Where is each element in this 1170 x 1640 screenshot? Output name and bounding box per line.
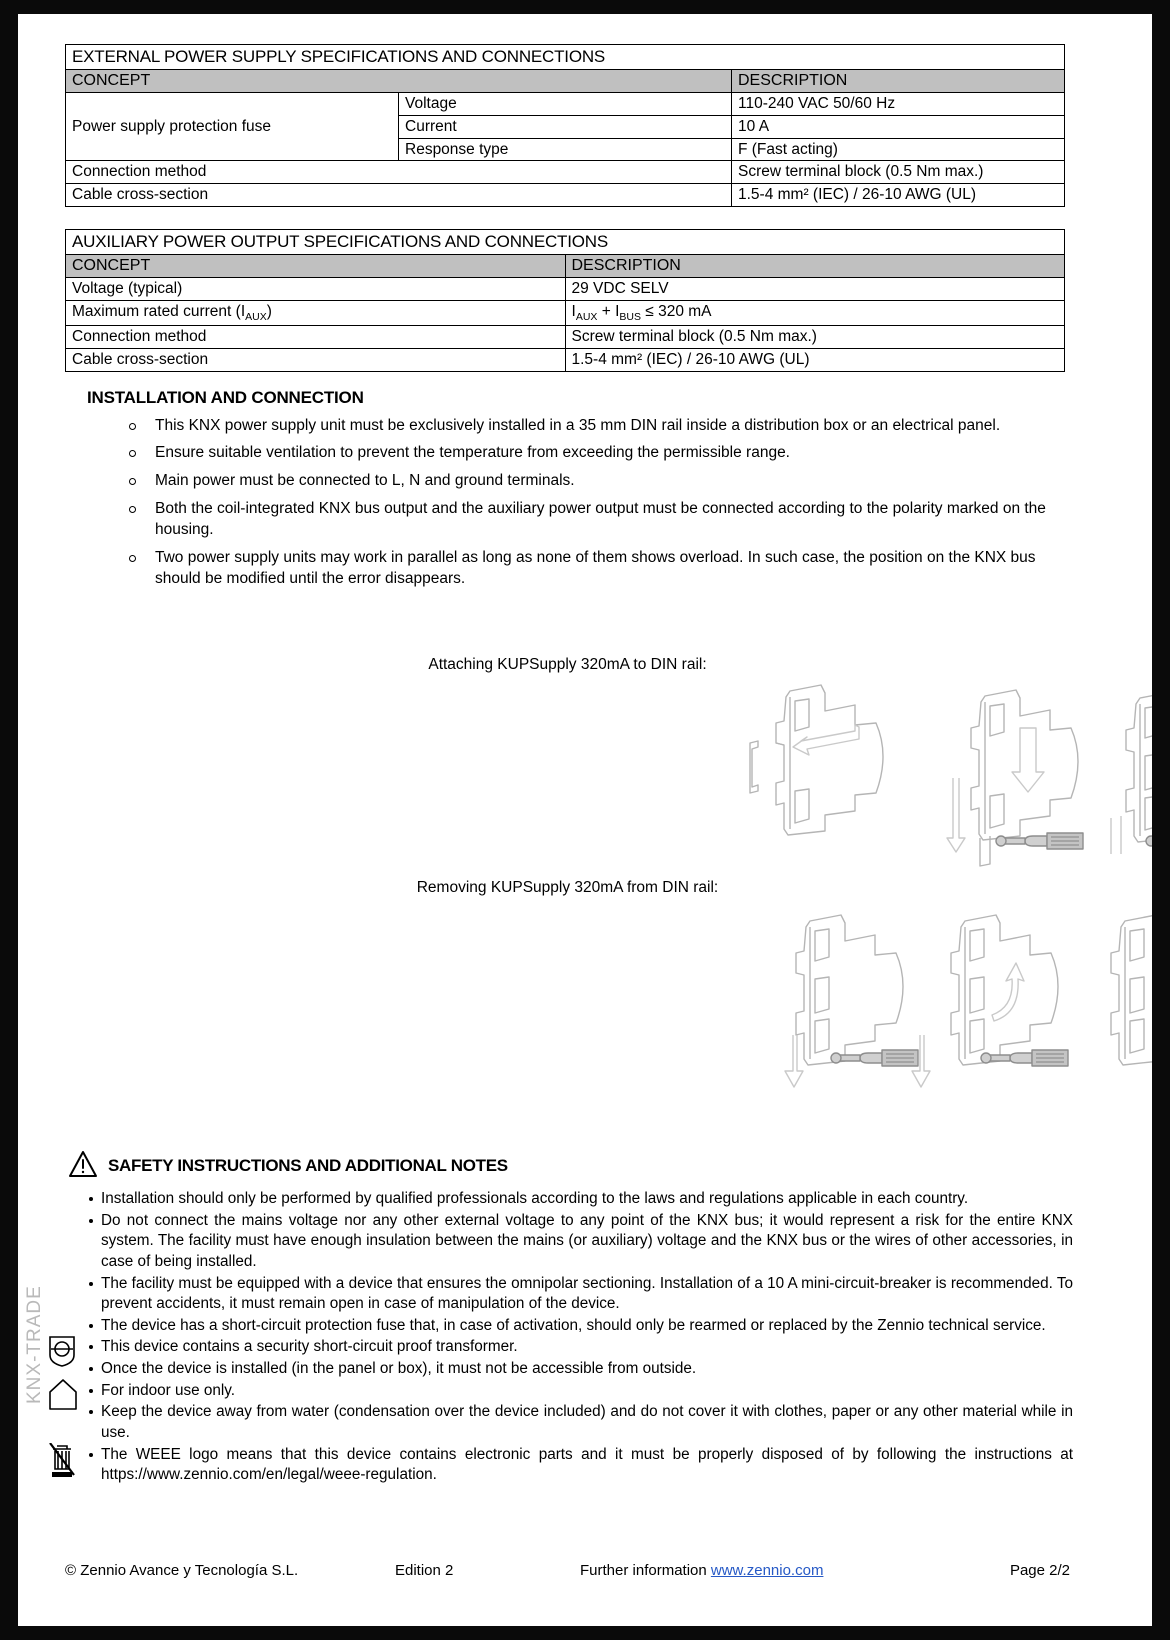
table-header-row <box>66 254 1065 277</box>
desc-tail: ≤ 320 mA <box>640 302 712 320</box>
safety-list <box>87 1189 1073 1486</box>
list-item: Both the coil-integrated KNX bus output and the auxiliary power output must be connected according to the polarity marked on the housing. <box>105 499 1070 541</box>
external-power-supply-table <box>65 44 1065 207</box>
desc-mid: + I <box>597 302 620 320</box>
weee-crossed-bin-icon <box>47 1443 77 1486</box>
cell-concept-tail: ) <box>266 302 272 320</box>
cell-concept <box>66 300 566 325</box>
table-title-row <box>66 45 1065 70</box>
cell-description: Screw terminal block (0.5 Nm max.) <box>732 161 1065 184</box>
table-row <box>66 92 1065 115</box>
list-item-text: The WEEE logo means that this device contains electronic parts and it must be properly disposed of by following the instructions at https://www.zennio.com/en/legal/weee-regulation. <box>101 1445 1073 1484</box>
list-item-text: This device contains a security short-circuit proof transformer. <box>101 1338 518 1356</box>
desc-pre: I <box>571 302 576 320</box>
attach-diagram <box>568 678 1153 873</box>
desc-subscript-bus: BUS <box>619 310 641 323</box>
safety-heading: SAFETY INSTRUCTIONS AND ADDITIONAL NOTES <box>108 1156 508 1176</box>
safety-heading-row <box>68 1150 1070 1183</box>
footer-copyright: © Zennio Avance y Tecnología S.L. <box>65 1562 299 1579</box>
table-title: EXTERNAL POWER SUPPLY SPECIFICATIONS AND CONNECTIONS <box>66 45 1065 70</box>
list-item: Two power supply units may work in parallel as long as none of them shows overload. In such case, the position on the KNX bus should be modified until the error disappears. <box>105 548 1070 590</box>
list-item: Installation should only be performed by qualified professionals according to the laws and regulations applicable in each country. <box>87 1189 1073 1210</box>
zennio-website-link[interactable]: www.zennio.com <box>710 1562 824 1579</box>
indoor-use-house-icon <box>47 1378 79 1417</box>
cell-description: 29 VDC SELV <box>565 277 1065 300</box>
table-gap <box>65 207 1070 229</box>
table-row <box>66 184 1065 207</box>
cell-subconcept: Response type <box>399 138 732 161</box>
table-title-row <box>66 230 1065 255</box>
table-row <box>66 161 1065 184</box>
page-content <box>65 44 1073 1487</box>
table-row <box>66 325 1065 348</box>
footer-further-label: Further information <box>580 1562 711 1579</box>
page-footer <box>65 1562 1070 1579</box>
table-row <box>66 277 1065 300</box>
cell-description: Screw terminal block (0.5 Nm max.) <box>565 325 1065 348</box>
cell-description: 110-240 VAC 50/60 Hz <box>732 92 1065 115</box>
cell-concept: Cable cross-section <box>66 348 566 371</box>
cell-description: F (Fast acting) <box>732 138 1065 161</box>
list-item: Ensure suitable ventilation to prevent the temperature from exceeding the permissible range. <box>105 443 1070 464</box>
cell-concept-subscript: AUX <box>245 310 267 323</box>
cell-concept: Voltage (typical) <box>66 277 566 300</box>
cell-concept: Cable cross-section <box>66 184 732 207</box>
attach-caption: Attaching KUPSupply 320mA to DIN rail: <box>428 655 707 673</box>
footer-page-number: Page 2/2 <box>1009 1562 1070 1579</box>
list-item-text: For indoor use only. <box>101 1381 236 1399</box>
safety-section <box>65 1150 1073 1486</box>
list-item: Keep the device away from water (condensation over the device included) and do not cover it with clothes, paper or any other material while in use. <box>87 1402 1073 1443</box>
table-row <box>66 300 1065 325</box>
cell-concept: Power supply protection fuse <box>66 92 399 160</box>
auxiliary-power-output-table <box>65 229 1065 372</box>
footer-further-info <box>580 1562 935 1579</box>
list-item: The facility must be equipped with a device that ensures the omnipolar sectioning. Installation of a 10 A mini-circuit-breaker is recommended. To prevent accidents, it must remain open in case of manipulation of the device. <box>87 1274 1073 1315</box>
remove-caption: Removing KUPSupply 320mA from DIN rail: <box>416 878 719 896</box>
installation-heading: INSTALLATION AND CONNECTION <box>87 387 364 407</box>
cell-description <box>565 300 1065 325</box>
installation-list <box>105 416 1070 590</box>
warning-triangle-icon <box>68 1150 98 1183</box>
table-header-row <box>66 69 1065 92</box>
list-item: Main power must be connected to L, N and ground terminals. <box>105 471 1070 492</box>
desc-subscript-aux: AUX <box>575 310 598 323</box>
document-page <box>18 14 1152 1626</box>
remove-diagram <box>568 901 1153 1096</box>
cell-concept-text: Maximum rated current (I <box>72 302 246 320</box>
cell-concept: Connection method <box>66 325 566 348</box>
list-item: This KNX power supply unit must be exclusively installed in a 35 mm DIN rail inside a distribution box or an electrical panel. <box>105 416 1070 437</box>
list-item: The device has a short-circuit protection fuse that, in case of activation, should only be rearmed or replaced by the Zennio technical service. <box>87 1316 1073 1337</box>
safety-transformer-icon <box>47 1335 77 1374</box>
cell-description: 1.5-4 mm² (IEC) / 26-10 AWG (UL) <box>732 184 1065 207</box>
list-item <box>87 1337 1073 1358</box>
cell-subconcept: Voltage <box>399 92 732 115</box>
remove-figure-row <box>65 901 1070 1096</box>
column-header-description: DESCRIPTION <box>732 69 1065 92</box>
cell-concept: Connection method <box>66 161 732 184</box>
din-rail-figures <box>65 656 1070 1096</box>
column-header-concept: CONCEPT <box>66 69 732 92</box>
column-header-concept: CONCEPT <box>66 254 566 277</box>
watermark-knx-trade: KNX-TRADE <box>24 1285 45 1404</box>
cell-description: 1.5-4 mm² (IEC) / 26-10 AWG (UL) <box>565 348 1065 371</box>
cell-subconcept: Current <box>399 115 732 138</box>
list-item <box>87 1381 1073 1402</box>
list-item: Once the device is installed (in the panel or box), it must not be accessible from outside. <box>87 1359 1073 1380</box>
table-row <box>66 348 1065 371</box>
list-item: Do not connect the mains voltage nor any other external voltage to any point of the KNX bus; it would represent a risk for the entire KNX system. The facility must have enough insulation between the mains (or auxiliary) voltage and the KNX bus or the wires of other accessories, in case of being installed. <box>87 1211 1073 1273</box>
footer-edition: Edition 2 <box>395 1562 454 1579</box>
column-header-description: DESCRIPTION <box>565 254 1065 277</box>
attach-figure-row <box>65 678 1070 873</box>
list-item <box>87 1445 1073 1486</box>
table-title: AUXILIARY POWER OUTPUT SPECIFICATIONS AND CONNECTIONS <box>66 230 1065 255</box>
cell-description: 10 A <box>732 115 1065 138</box>
